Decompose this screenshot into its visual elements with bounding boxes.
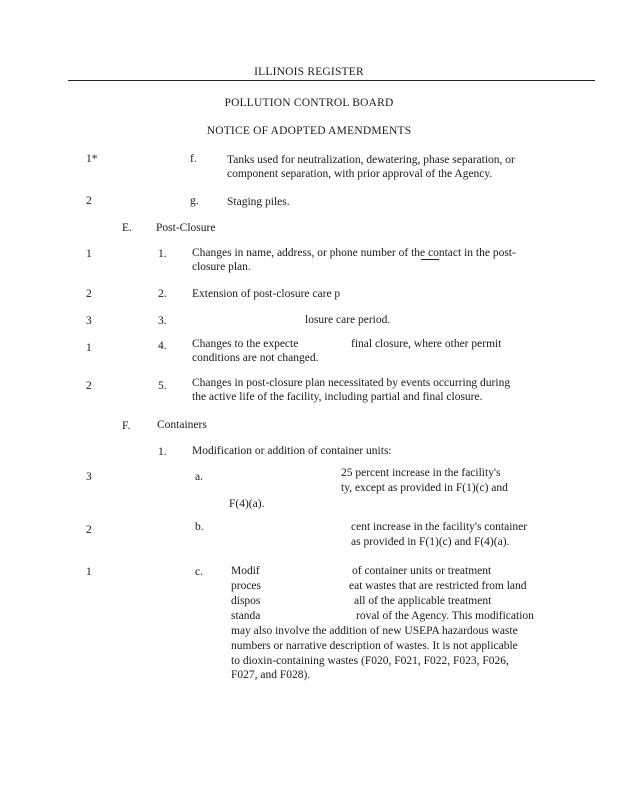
item-text-line: Changes in post-closure plan necessitated by events occurring during — [192, 377, 511, 389]
section-label: E. — [122, 222, 132, 234]
item-label: 1. — [158, 446, 167, 458]
class-number: 3 — [86, 471, 92, 483]
item-text-line: standa — [231, 610, 261, 622]
item-text-line: Modif — [231, 565, 260, 577]
class-number: 2 — [86, 195, 92, 207]
item-text-line: as provided in F(1)(c) and F(4)(a). — [351, 536, 510, 548]
header-rule — [68, 80, 595, 81]
notice-title: NOTICE OF ADOPTED AMENDMENTS — [206, 125, 412, 137]
item-text-line: F(4)(a). — [229, 498, 265, 510]
class-number: 2 — [86, 380, 92, 392]
class-number: 3 — [86, 315, 92, 327]
item-text-line: closure plan. — [192, 261, 251, 273]
class-number: 1 — [86, 566, 92, 578]
board-title: POLLUTION CONTROL BOARD — [224, 97, 394, 109]
item-text-line: may also involve the addition of new USEPA hazardous waste — [231, 625, 518, 637]
item-label: 3. — [158, 315, 167, 327]
item-text-line: Changes in name, address, or phone number of the contact in the post- — [192, 247, 516, 259]
item-label: 1. — [158, 248, 167, 260]
item-text-line: Staging piles. — [227, 196, 290, 208]
item-text-line: Tanks used for neutralization, dewatering, phase separation, or — [227, 154, 515, 166]
item-label: f. — [190, 153, 197, 165]
item-text-line: roval of the Agency. This modification — [356, 610, 534, 622]
item-text-line: numbers or narrative description of wastes. It is not applicable — [231, 640, 518, 652]
item-text-line: component separation, with prior approval of the Agency. — [227, 168, 493, 180]
class-number: 1 — [86, 342, 92, 354]
item-label: c. — [195, 566, 203, 578]
class-number: 1* — [86, 153, 98, 165]
item-label: 2. — [158, 288, 167, 300]
item-text-line: of container units or treatment — [352, 565, 492, 577]
item-label: a. — [195, 471, 203, 483]
item-text-line: Extension of post-closure care p — [192, 288, 341, 300]
underline-mark — [421, 259, 439, 260]
item-text-line: conditions are not changed. — [192, 352, 319, 364]
item-label: g. — [190, 195, 199, 207]
section-title: Containers — [157, 419, 207, 431]
class-number: 1 — [86, 248, 92, 260]
item-text-line: losure care period. — [305, 314, 391, 326]
item-text-line: F027, and F028). — [231, 669, 311, 681]
class-number: 2 — [86, 524, 92, 536]
item-text-line: final closure, where other permit — [351, 338, 502, 350]
class-number: 2 — [86, 288, 92, 300]
item-label: 5. — [158, 380, 167, 392]
item-text-line: to dioxin-containing wastes (F020, F021, F022, F023, F026, — [231, 655, 509, 667]
item-text-line: 25 percent increase in the facility's — [341, 467, 501, 479]
item-text-line: Changes to the expecte — [192, 338, 299, 350]
register-title: ILLINOIS REGISTER — [254, 66, 364, 78]
item-text-line: ty, except as provided in F(1)(c) and — [341, 482, 508, 494]
item-text-line: the active life of the facility, including partial and final closure. — [192, 391, 483, 403]
item-text-line: proces — [231, 580, 262, 592]
item-text-line: dispos — [231, 595, 261, 607]
section-title: Post-Closure — [156, 222, 216, 234]
item-text-line: all of the applicable treatment — [354, 595, 492, 607]
item-label: 4. — [158, 340, 167, 352]
section-label: F. — [122, 420, 131, 432]
item-text-line: eat wastes that are restricted from land — [349, 580, 527, 592]
item-text-line: cent increase in the facility's container — [351, 521, 528, 533]
item-label: b. — [195, 521, 204, 533]
item-text-line: Modification or addition of container units: — [192, 445, 392, 457]
